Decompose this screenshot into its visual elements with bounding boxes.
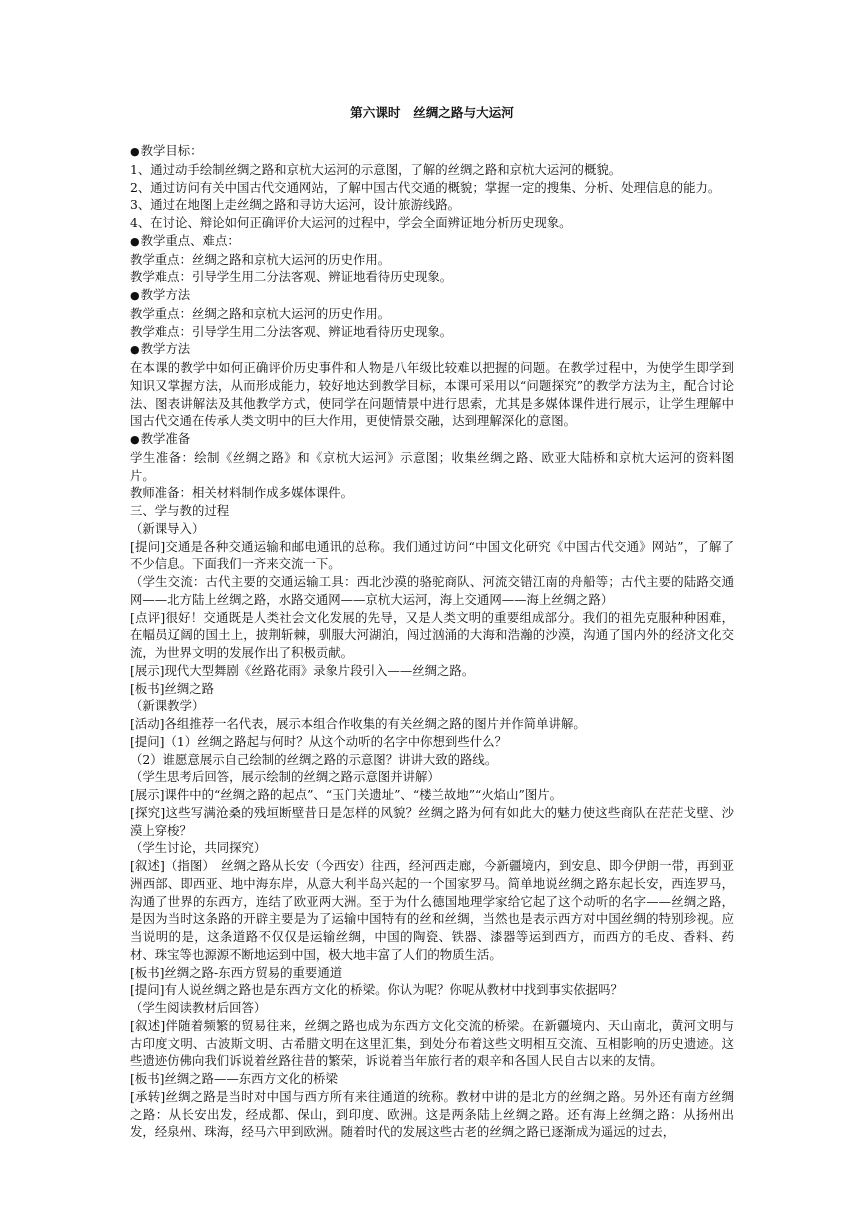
text-paragraph: 在本课的教学中如何正确评价历史事件和人物是八年级比较难以把握的问题。在教学过程中，为使学生即学到知识又掌握方法，从而形成能力，较好地达到教学目标，本课可采用以“问题探究”的教学方法为主，配合讨论法、图表讲解法及其他教学方式，使同学在问题情景中进行思索，尤其是多媒体课件进行展示，让学生理解中国古代交通在传承人类文明中的巨大作用，更使情景交融，达到理解深化的意图。 (130, 360, 734, 429)
text-paragraph: 教师准备：相关材料制作成多媒体课件。 (130, 485, 354, 501)
text-paragraph: （新课导入） (130, 520, 205, 536)
text-paragraph: [板书]丝绸之路——东西方文化的桥梁 (130, 1071, 338, 1086)
text-paragraph: 教学难点：引导学生用二分法客观、辨证地看待历史现象。 (130, 323, 453, 339)
text-paragraph: （学生阅读教材后回答） (130, 1000, 267, 1015)
text-paragraph: 教学难点：引导学生用二分法客观、辨证地看待历史现象。 (130, 269, 453, 285)
section-heading: ● 教学准备 (130, 430, 734, 449)
text-paragraph: [探究]这些写满沧桑的残垣断壁昔日是怎样的风貌？丝绸之路为何有如此大的魅力使这些商队在茫茫戈壁、沙漠上穿梭？ (130, 804, 734, 838)
text-paragraph: （学生交流：古代主要的交通运输工具：西北沙漠的骆驼商队、河流交错江南的舟船等；古代主要的陆路交通网——北方陆上丝绸之路，水路交通网——京杭大运河，海上交通网——海上丝绸之路） (130, 574, 734, 607)
text-paragraph: （学生讨论，共同探究） (130, 840, 267, 856)
text-paragraph: （新课教学） (130, 698, 205, 714)
text-paragraph: [提问]交通是各种交通运输和邮电通讯的总称。我们通过访问“中国文化研究《中国古代交通》网站”，了解了不少信息。下面我们一齐来交流一下。 (130, 538, 734, 572)
section-heading: ● 教学方法 (130, 286, 734, 305)
text-paragraph: [承转]丝绸之路是当时对中国与西方所有来往通道的统称。教材中讲的是北方的丝绸之路。另外还有南方丝绸之路：从长安出发，经成都、保山，到印度、欧洲。这是两条陆上丝绸之路。还有海上丝绸之路：从扬州出发，经泉州、珠海，经马六甲到欧洲。随着时代的发展这些古老的丝绸之路已逐渐成为遥远的过去， (130, 1088, 734, 1140)
text-paragraph: [展示]课件中的“丝绸之路的起点”、“玉门关遗址”、“楼兰故地”“火焰山”图片。 (130, 787, 563, 802)
text-paragraph: [提问]（1）丝绸之路起与何时？从这个动听的名字中你想到些什么？ (130, 733, 507, 749)
text-paragraph: [提问]有人说丝绸之路也是东西方文化的桥梁。你认为呢？你呢从教材中找到事实依据吗？ (130, 982, 623, 998)
text-paragraph: 教学重点：丝绸之路和京杭大运河的历史作用。 (130, 251, 391, 267)
text-paragraph: 三、学与教的过程 (130, 503, 230, 518)
text-paragraph: 教学重点：丝绸之路和京杭大运河的历史作用。 (130, 305, 391, 321)
page-title: 第六课时 丝绸之路与大运河 (350, 105, 514, 120)
text-paragraph: [叙述]（指图） 丝绸之路从长安（今西安）往西，经河西走廊，今新疆境内，到安息、即今伊朗一带，再到亚洲西部、即西亚、地中海东岸，从意大利半岛兴起的一个国家罗马。简单地说丝绸之路东起长安，西连罗马，沟通了世界的东西方，连结了欧亚两大洲。至于为什么德国地理学家给它起了这个动听的名字——丝绸之路，是因为当时这条路的开辟主要是为了运输中国特有的丝和丝绸，当然也是表示西方对中国丝绸的特别珍视。应当说明的是，这条道路不仅仅是运输丝绸，中国的陶瓷、铁器、漆器等运到西方，而西方的毛皮、香料、药材、珠宝等也源源不断地运到中国，极大地丰富了人们的物质生活。 (130, 858, 734, 962)
text-paragraph: （2）谁愿意展示自己绘制的丝绸之路的示意图？讲讲大致的路线。 (130, 751, 498, 767)
document-page (130, 104, 734, 1141)
section-heading: ● 教学目标： (130, 142, 734, 161)
text-paragraph: 1、通过动手绘制丝绸之路和京杭大运河的示意图，了解的丝绸之路和京杭大运河的概貌。 (130, 161, 622, 177)
text-paragraph: [板书]丝绸之路 (130, 680, 215, 696)
text-paragraph: 2、通过访问有关中国古代交通网站，了解中国古代交通的概貌；掌握一定的搜集、分析、处理信息的能力。 (130, 179, 721, 195)
text-paragraph: 学生准备：绘制《丝绸之路》和《京杭大运河》示意图；收集丝绸之路、欧亚大陆桥和京杭大运河的资料图片。 (130, 449, 734, 483)
text-paragraph: 3、通过在地图上走丝绸之路和寻访大运河，设计旅游线路。 (130, 197, 461, 213)
section-heading: ● 教学方法 (130, 340, 734, 359)
document-body (130, 142, 734, 1141)
section-heading: ● 教学重点、难点： (130, 232, 734, 251)
text-paragraph: [点评]很好！交通既是人类社会文化发展的先导，又是人类文明的重要组成部分。我们的祖先克服种种困难，在幅员辽阔的国土上，披荆斩棘，驯服大河湖泊，闯过汹涌的大海和浩瀚的沙漠，沟通了国内外的经济文化交流，为世界文明的发展作出了积极贡献。 (130, 609, 734, 660)
text-paragraph: [板书]丝绸之路-东西方贸易的重要通道 (130, 964, 343, 980)
text-paragraph: [展示]现代大型舞剧《丝路花雨》录象片段引入——丝绸之路。 (130, 662, 475, 678)
text-paragraph: 4、在讨论、辩论如何正确评价大运河的过程中，学会全面辨证地分析历史现象。 (130, 215, 572, 230)
text-paragraph: [叙述]伴随着频繁的贸易往来，丝绸之路也成为东西方文化交流的桥梁。在新疆境内、天山南北，黄河文明与古印度文明、古波斯文明、古希腊文明在这里汇集，到处分布着这些文明相互交流、互相影响的历史遗迹。这些遗迹仿佛向我们诉说着丝路往昔的繁荣，诉说着当年旅行者的艰辛和各国人民自古以来的友情。 (130, 1017, 734, 1069)
text-paragraph: （学生思考后回答，展示绘制的丝绸之路示意图并讲解） (130, 769, 440, 785)
text-paragraph: [活动]各组推荐一名代表，展示本组合作收集的有关丝绸之路的图片并作简单讲解。 (130, 716, 586, 731)
